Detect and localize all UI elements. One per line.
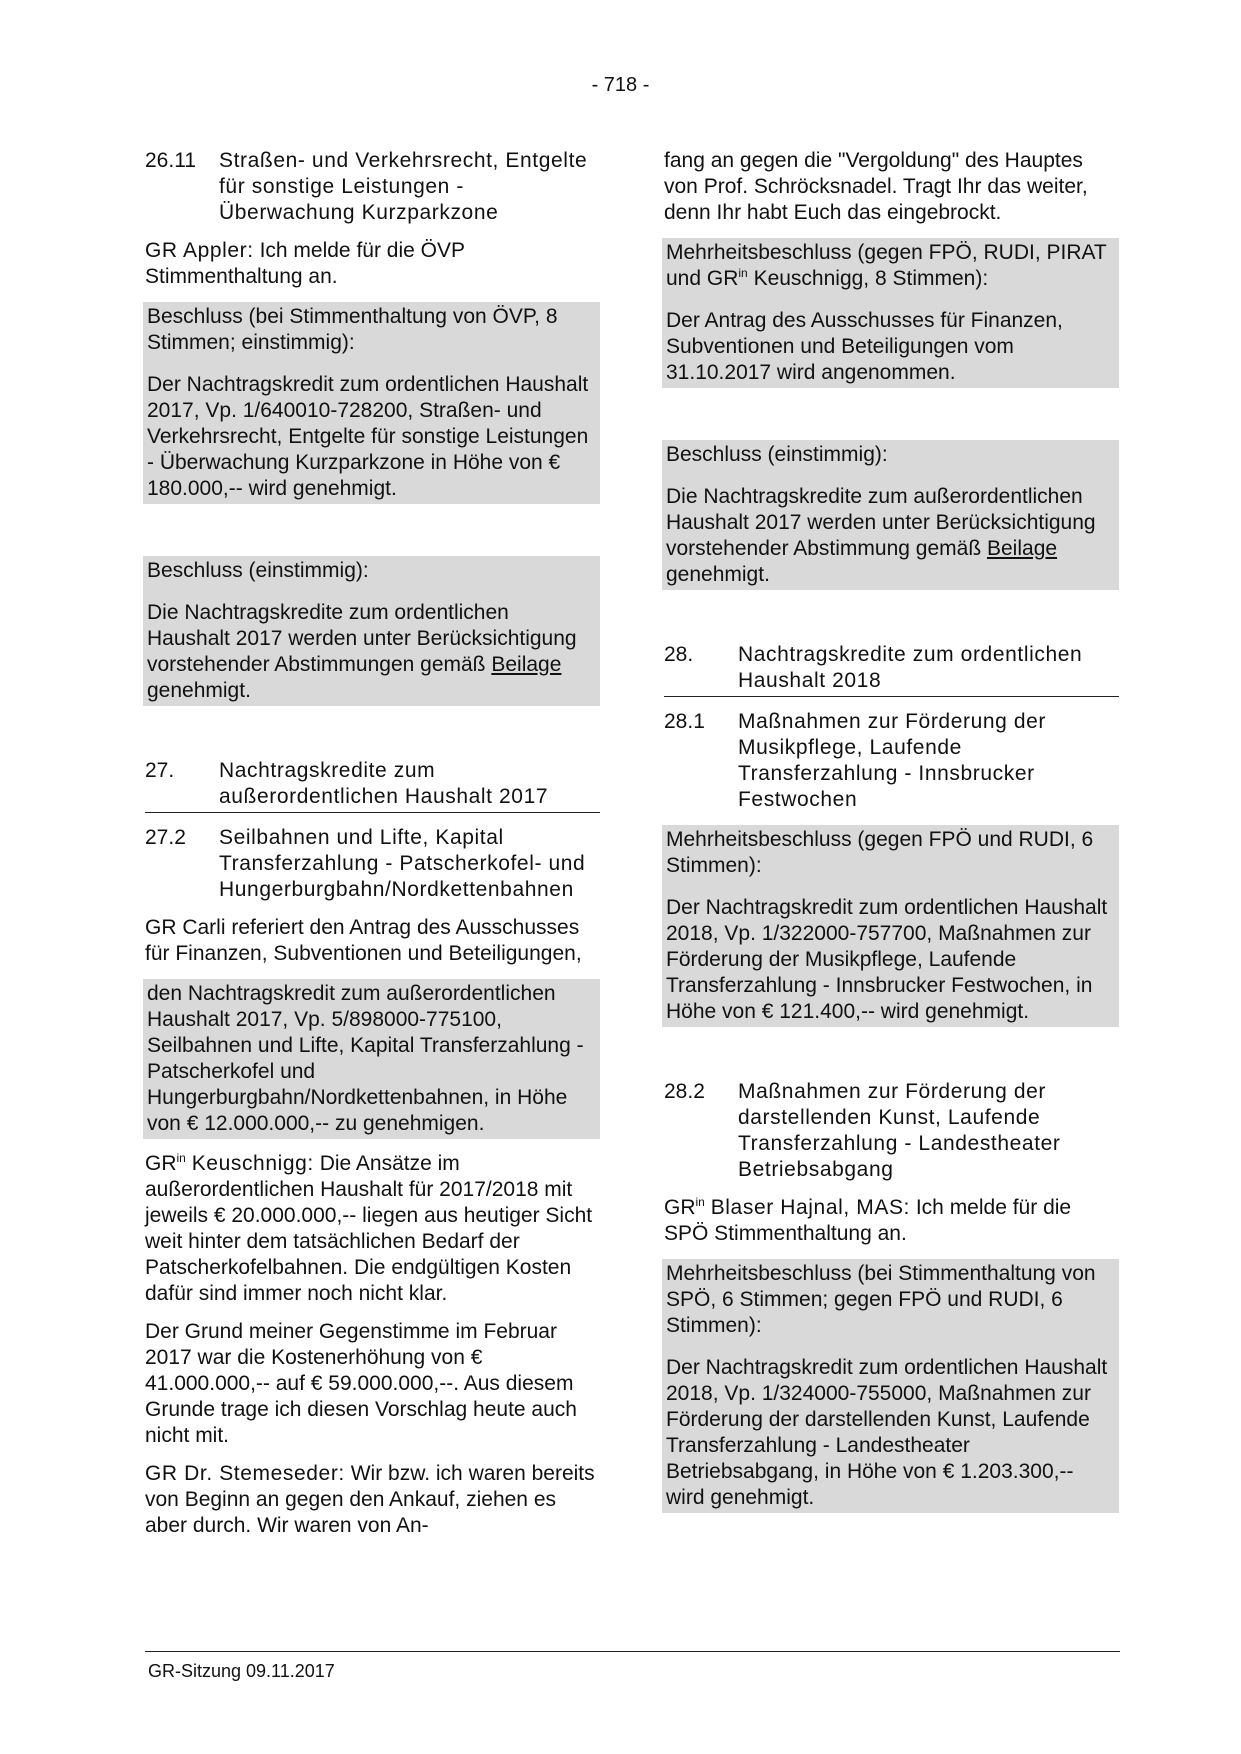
resolution-box (143, 556, 600, 706)
resolution-text: Die Nachtragskredite zum ordentlichen Haushalt 2017 werden unter Berücksichtigung vorstehender Abstimmungen gemäß Beilage genehmigt. (147, 601, 577, 702)
resolution-text: Der Nachtragskredit zum ordentlichen Haushalt 2018, Vp. 1/324000-755000, Maßnahmen zur Förderung der darstellenden Kunst, Laufende Transferzahlung - Landestheater Betriebsabgang, in Höhe von € 1.203.300,-- wird genehmigt. (666, 1356, 1108, 1509)
section-number: 27.2 (145, 826, 186, 849)
speaker-name: GR Appler: (145, 239, 254, 262)
statement-stemeseder (145, 1461, 600, 1539)
section-title: Maßnahmen zur Förderung der Musikpflege, Laufende Transferzahlung - Innsbrucker Festwochen (738, 710, 1047, 811)
resolution-title: Mehrheitsbeschluss (bei Stimmenthaltung von SPÖ, 6 Stimmen; gegen FPÖ und RUDI, 6 Stimmen): (666, 1262, 1096, 1337)
section-number: 28.2 (664, 1080, 705, 1103)
section-number: 26.11 (145, 149, 196, 172)
statement-text: Wir bzw. ich waren bereits von Beginn an gegen den Ankauf, ziehen es aber durch. Wir waren von An- (145, 1462, 595, 1537)
motion-box (143, 979, 600, 1139)
resolution-box (662, 440, 1119, 590)
footer-divider (145, 1651, 1120, 1652)
resolution-title: Beschluss (bei Stimmenthaltung von ÖVP, 8 Stimmen; einstimmig): (147, 305, 558, 354)
section-heading-27 (145, 758, 600, 813)
resolution-text: Der Nachtragskredit zum ordentlichen Haushalt 2017, Vp. 1/640010-728200, Straßen- und Verkehrsrecht, Entgelte für sonstige Leistungen - Überwachung Kurzparkzone in Höhe von € 180.000,-- wird genehmigt. (147, 373, 589, 500)
left-column (145, 148, 600, 1539)
section-heading-28 (664, 642, 1119, 697)
right-column (664, 148, 1119, 1513)
resolution-title: Beschluss (einstimmig): (666, 443, 888, 466)
statement-text: Ich melde für die ÖVP Stimmenthaltung an. (145, 239, 465, 288)
section-title: Seilbahnen und Lifte, Kapital Transferzahlung - Patscherkofel- und Hungerburgbahn/Nordkettenbahnen (219, 826, 586, 901)
resolution-text: Der Antrag des Ausschusses für Finanzen, Subventionen und Beteiligungen vom 31.10.2017 wird angenommen. (666, 309, 1063, 384)
resolution-title: Mehrheitsbeschluss (gegen FPÖ, RUDI, PIRAT und $GR^{in}$ Keuschnigg, 8 Stimmen): (666, 241, 1107, 290)
resolution-box (662, 238, 1119, 388)
attachment-link[interactable]: Beilage (491, 653, 562, 676)
statement-keuschnigg: $GR^{in}$ Keuschnigg: Die Ansätze im außerordentlichen Haushalt für 2017/2018 mit jeweils € 20.000.000,-- liegen aus heutiger Sicht weit hinter dem tatsächlichen Bedarf der Patscherkofelbahnen. Die endgültigen Kosten dafür sind immer noch nicht klar. (145, 1151, 593, 1305)
resolution-text: Der Nachtragskredit zum ordentlichen Haushalt 2018, Vp. 1/322000-757700, Maßnahmen zur Förderung der Musikpflege, Laufende Transferzahlung - Innsbrucker Festwochen, in Höhe von € 121.400,-- wird genehmigt. (666, 896, 1108, 1023)
section-number: 28.1 (664, 710, 705, 733)
resolution-box (662, 1259, 1119, 1513)
resolution-box (662, 825, 1119, 1027)
section-number: 27. (145, 759, 175, 782)
statement-text: Ich melde für die SPÖ Stimmenthaltung an. (664, 1196, 1072, 1245)
statement-text: Die Ansätze im außerordentlichen Haushalt für 2017/2018 mit jeweils € 20.000.000,-- liegen aus heutiger Sicht weit hinter dem tatsächlichen Bedarf der Patscherkofelbahnen. Die endgültigen Kosten dafür sind immer noch nicht klar. (145, 1152, 593, 1305)
section-heading-28-2 (664, 1079, 1119, 1183)
section-title: Maßnahmen zur Förderung der darstellenden Kunst, Laufende Transferzahlung - Landestheater Betriebsabgang (738, 1080, 1061, 1181)
section-title: Nachtragskredite zum ordentlichen Haushalt 2018 (738, 643, 1083, 692)
statement-continuation: fang an gegen die "Vergoldung" des Hauptes von Prof. Schröcksnadel. Tragt Ihr das weiter, denn Ihr habt Euch das eingebrockt. (664, 149, 1088, 224)
speaker-name: Blaser Hajnal, MAS: (710, 1196, 910, 1219)
section-heading-27-2 (145, 825, 600, 903)
resolution-box (143, 302, 600, 504)
statement-paragraph: Der Grund meiner Gegenstimme im Februar 2017 war die Kostenerhöhung von € 41.000.000,-- auf € 59.000.000,--. Aus diesem Grunde trage ich diesen Vorschlag heute auch nicht mit. (145, 1320, 577, 1447)
footer-text: GR-Sitzung 09.11.2017 (148, 1661, 335, 1681)
attachment-link[interactable]: Beilage (987, 537, 1058, 560)
statement-blaser: $GR^{in}$ Blaser Hajnal, MAS: Ich melde für die SPÖ Stimmenthaltung an. (664, 1195, 1072, 1245)
section-heading-28-1 (664, 709, 1119, 813)
statement-appler (145, 238, 600, 290)
section-heading-26-11 (145, 148, 600, 226)
section-title: Straßen- und Verkehrsrecht, Entgelte für sonstige Leistungen - Überwachung Kurzparkzone (219, 149, 588, 224)
resolution-title: Beschluss (einstimmig): (147, 559, 369, 582)
statement-carli: GR Carli referiert den Antrag des Ausschusses für Finanzen, Subventionen und Beteiligungen, (145, 916, 582, 965)
speaker-name: Keuschnigg: (191, 1152, 314, 1175)
section-title: Nachtragskredite zum außerordentlichen Haushalt 2017 (219, 759, 549, 808)
resolution-title: Mehrheitsbeschluss (gegen FPÖ und RUDI, 6 Stimmen): (666, 828, 1094, 877)
page-number: - 718 - (591, 74, 650, 96)
section-number: 28. (664, 643, 694, 666)
speaker-name: GR Dr. Stemeseder: (145, 1462, 345, 1485)
motion-text: den Nachtragskredit zum außerordentlichen Haushalt 2017, Vp. 5/898000-775100, Seilbahnen und Lifte, Kapital Transferzahlung - Patscherkofel und Hungerburgbahn/Nordkettenbahnen, in Höhe von € 12.000.000,-- zu genehmigen. (147, 982, 584, 1135)
resolution-text: Die Nachtragskredite zum außerordentlichen Haushalt 2017 werden unter Berücksichtigung vorstehender Abstimmung gemäß Beilage genehmigt. (666, 485, 1096, 586)
